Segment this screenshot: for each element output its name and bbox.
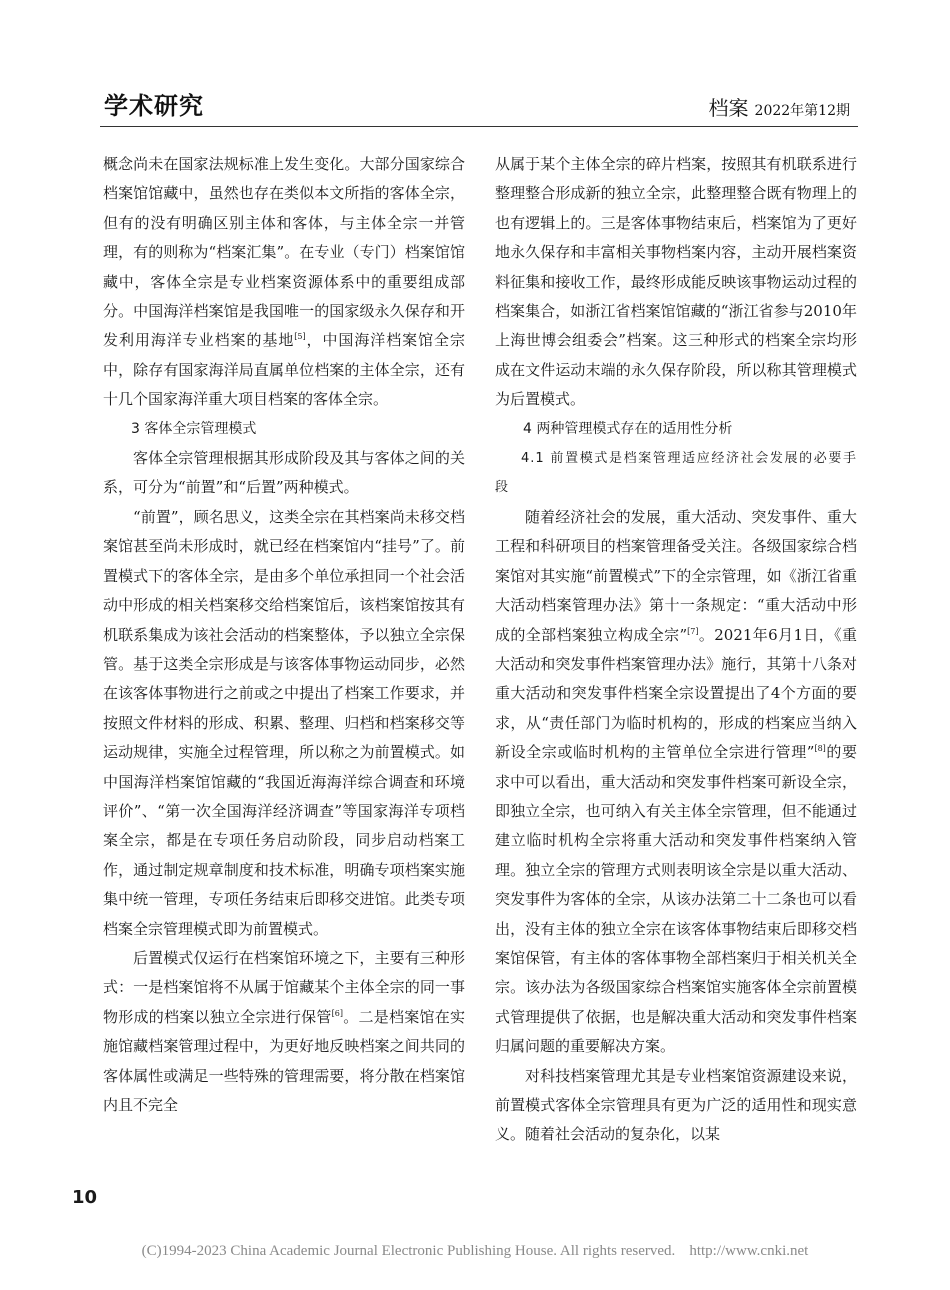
header-divider	[100, 126, 858, 127]
journal-name: 档案	[708, 96, 749, 120]
footer	[0, 1243, 950, 1260]
subsection-heading: 4.1 前置模式是档案管理适应经济社会发展的必要手段	[495, 451, 857, 496]
citation-ref: [5]	[294, 332, 306, 342]
page-number: 10	[72, 1187, 98, 1208]
citation-ref: [7]	[687, 626, 699, 636]
paragraph: 对科技档案管理尤其是专业档案馆资源建设来说，前置模式客体全宗管理具有更为广泛的适用性和现实意义。随着社会活动的复杂化，以某	[495, 1066, 857, 1144]
left-column	[103, 150, 465, 1120]
section-heading: 3 客体全宗管理模式	[131, 420, 257, 437]
paragraph	[495, 503, 857, 1062]
paragraph-text: ，中国海洋档案馆全宗中，除存有国家海洋局直属单位档案的主体全宗，还有十几个国家海洋重大项目档案的客体全宗。	[103, 331, 465, 409]
right-column	[495, 150, 857, 1150]
paragraph	[103, 150, 465, 415]
paragraph-text: 后置模式仅运行在档案馆环境之下，主要有三种形式：一是档案馆将不从属于馆藏某个主体全宗的同一事物形成的档案以独立全宗进行保管	[103, 948, 465, 1026]
paragraph-text: 的要求中可以看出，重大活动和突发事件档案可新设全宗，即独立全宗，也可纳入有关主体全宗管理，但不能通过建立临时机构全宗将重大活动和突发事件档案纳入管理。独立全宗的管理方式则表明该全宗是以重大活动、突发事件为客体的全宗，从该办法第二十二条也可以看出，没有主体的独立全宗在该客体事物结束后即移交档案馆保管，有主体的客体事物全部档案归于相关机关全宗。该办法为各级国家综合档案馆实施客体全宗前置模式管理提供了依据，也是解决重大活动和突发事件档案归属问题的重要解决方案。	[495, 743, 857, 1056]
paragraph: 客体全宗管理根据其形成阶段及其与客体之间的关系，可分为“前置”和“后置”两种模式。	[103, 449, 465, 497]
citation-ref: [6]	[331, 1008, 344, 1018]
paragraph: 从属于某个主体全宗的碎片档案，按照其有机联系进行整理整合形成新的独立全宗，此整理整合既有物理上的也有逻辑上的。三是客体事物结束后，档案馆为了更好地永久保存和丰富相关事物档案内容，主动开展档案资料征集和接收工作，最终形成能反映该事物运动过程的档案集合，如浙江省档案馆馆藏的“浙江省参与2010年上海世博会组委会”档案。这三种形式的档案全宗均形成在文件运动末端的永久保存阶段，所以称其管理模式为后置模式。	[495, 155, 857, 409]
copyright-text: (C)1994-2023 China Academic Journal Electronic Publishing House. All rights reserved.	[141, 1243, 676, 1259]
paragraph: “前置”，顾名思义，这类全宗在其档案尚未移交档案馆甚至尚未形成时，就已经在档案馆内“挂号”了。前置模式下的客体全宗，是由多个单位承担同一个社会活动中形成的相关档案移交给档案馆后，该档案馆按其有机联系集成为该社会活动的档案整体，予以独立全宗保管。基于这类全宗形成是与该客体事物运动同步，必然在该客体事物进行之前或之中提出了档案工作要求，并按照文件材料的形成、积累、整理、归档和档案移交等运动规律，实施全过程管理，所以称之为前置模式。如中国海洋档案馆馆藏的“我国近海海洋综合调查和环境评价”、“第一次全国海洋经济调查”等国家海洋专项档案全宗，都是在专项任务启动阶段，同步启动档案工作，通过制定规章制度和技术标准，明确专项档案实施集中统一管理，专项任务结束后即移交进馆。此类专项档案全宗管理模式即为前置模式。	[103, 507, 465, 938]
issue-label: 2022年第12期	[754, 103, 850, 119]
paragraph-text: 。二是档案馆在实施馆藏档案管理过程中，为更好地反映档案之间共同的客体属性或满足一些特殊的管理需要，将分散在档案馆内且不完全	[103, 1007, 465, 1114]
paragraph-text: 随着经济社会的发展，重大活动、突发事件、重大工程和科研项目的档案管理备受关注。各级国家综合档案馆对其实施“前置模式”下的全宗管理，如《浙江省重大活动档案管理办法》第十一条规定：“重大活动中形成的全部档案独立构成全宗”	[495, 507, 857, 644]
citation-ref: [8]	[814, 744, 826, 754]
journal-header	[709, 92, 850, 121]
section-heading: 4 两种管理模式存在的适用性分析	[523, 420, 733, 437]
paragraph	[103, 944, 465, 1120]
paragraph-text: 概念尚未在国家法规标准上发生变化。大部分国家综合档案馆馆藏中，虽然也存在类似本文所指的客体全宗，但有的没有明确区别主体和客体，与主体全宗一并管理，有的则称为“档案汇集”。在专业（专门）档案馆馆藏中，客体全宗是专业档案资源体系中的重要组成部分。中国海洋档案馆是我国唯一的国家级永久保存和开发利用海洋专业档案的基地	[103, 155, 465, 350]
paragraph-text: 。2021年6月1日，《重大活动和突发事件档案管理办法》施行，其第十八条对重大活动和突发事件档案全宗设置提出了4个方面的要求，从“责任部门为临时机构的，形成的档案应当纳入新设全宗或临时机构的主管单位全宗进行管理”	[495, 625, 857, 762]
footer-url: http://www.cnki.net	[689, 1243, 809, 1259]
section-title: 学术研究	[104, 92, 204, 120]
